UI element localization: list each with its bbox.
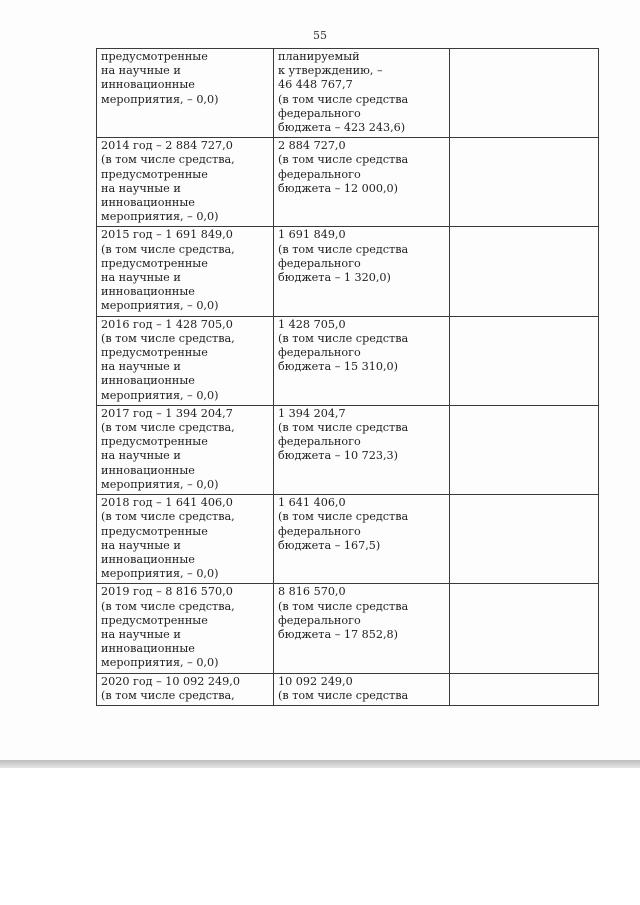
cell-text-line: инновационные bbox=[101, 285, 195, 299]
cell-text-line: федерального bbox=[278, 613, 361, 627]
cell-text-line: 2019 год – 8 816 570,0 bbox=[101, 585, 233, 599]
cell-text-line: мероприятия, – 0,0) bbox=[101, 299, 219, 313]
cell-text-line: (в том числе средства, bbox=[101, 421, 235, 435]
approved-amount-cell bbox=[274, 405, 450, 494]
cell-text-line: (в том числе средства bbox=[278, 242, 409, 256]
cell-text-line: (в том числе средства, bbox=[101, 599, 235, 613]
cell-text-line: 2017 год – 1 394 204,7 bbox=[101, 406, 233, 420]
cell-text-line: 8 816 570,0 bbox=[278, 585, 346, 599]
cell-text-line: бюджета – 1 320,0) bbox=[278, 271, 391, 285]
cell-text-line: федерального bbox=[278, 346, 361, 360]
cell-text-line: (в том числе средства bbox=[278, 688, 409, 702]
cell-text-line: на научные и bbox=[101, 538, 181, 552]
cell-text-line: предусмотренные bbox=[101, 524, 208, 538]
cell-text-line: инновационные bbox=[101, 463, 195, 477]
cell-text-line: 2016 год – 1 428 705,0 bbox=[101, 317, 233, 331]
cell-text-line: федерального bbox=[278, 106, 361, 120]
cell-text-line: 10 092 249,0 bbox=[278, 674, 353, 688]
period-amount-cell bbox=[97, 227, 274, 316]
cell-text-line: (в том числе средства bbox=[278, 153, 409, 167]
cell-text-line: на научные и bbox=[101, 271, 181, 285]
cell-text-line: 1 691 849,0 bbox=[278, 228, 346, 242]
scan-edge-shadow bbox=[0, 760, 640, 768]
cell-text-line: 2015 год – 1 691 849,0 bbox=[101, 228, 233, 242]
cell-text-line: предусмотренные bbox=[101, 50, 208, 63]
approved-amount-cell bbox=[274, 49, 450, 138]
cell-text-line: 2014 год – 2 884 727,0 bbox=[101, 139, 233, 153]
period-amount-cell bbox=[97, 584, 274, 673]
cell-text-line: (в том числе средства bbox=[278, 92, 409, 106]
cell-text-line: бюджета – 423 243,6) bbox=[278, 121, 406, 135]
table-row bbox=[97, 316, 599, 405]
cell-text-line: на научные и bbox=[101, 627, 181, 641]
cell-text-line: на научные и bbox=[101, 64, 181, 78]
table-row bbox=[97, 138, 599, 227]
period-amount-cell bbox=[97, 49, 274, 138]
cell-text-line: бюджета – 17 852,8) bbox=[278, 627, 399, 641]
cell-text-line: инновационные bbox=[101, 642, 195, 656]
cell-text-line: (в том числе средства, bbox=[101, 688, 235, 702]
cell-text-line: мероприятия, – 0,0) bbox=[101, 567, 219, 581]
cell-text-line: бюджета – 167,5) bbox=[278, 538, 381, 552]
cell-text-line: предусмотренные bbox=[101, 346, 208, 360]
cell-text-line: на научные и bbox=[101, 449, 181, 463]
cell-text-line: (в том числе средства bbox=[278, 331, 409, 345]
cell-text-line: мероприятия, – 0,0) bbox=[101, 388, 219, 402]
cell-text-line: предусмотренные bbox=[101, 167, 208, 181]
approved-amount-cell bbox=[274, 316, 450, 405]
cell-text-line: федерального bbox=[278, 524, 361, 538]
cell-text-line: к утверждению, – bbox=[278, 64, 383, 78]
cell-text-line: (в том числе средства, bbox=[101, 510, 235, 524]
cell-text-line: предусмотренные bbox=[101, 435, 208, 449]
table-row bbox=[97, 495, 599, 584]
note-cell bbox=[450, 49, 599, 138]
cell-text-line: (в том числе средства, bbox=[101, 331, 235, 345]
cell-text-line: бюджета – 10 723,3) bbox=[278, 449, 399, 463]
approved-amount-cell bbox=[274, 584, 450, 673]
period-amount-cell bbox=[97, 495, 274, 584]
cell-text-line: инновационные bbox=[101, 552, 195, 566]
cell-text-line: на научные и bbox=[101, 360, 181, 374]
cell-text-line: 46 448 767,7 bbox=[278, 78, 353, 92]
cell-text-line: (в том числе средства bbox=[278, 510, 409, 524]
note-cell bbox=[450, 138, 599, 227]
table-row bbox=[97, 405, 599, 494]
cell-text-line: на научные и bbox=[101, 181, 181, 195]
note-cell bbox=[450, 316, 599, 405]
cell-text-line: мероприятия, – 0,0) bbox=[101, 92, 219, 106]
cell-text-line: (в том числе средства bbox=[278, 599, 409, 613]
approved-amount-cell bbox=[274, 227, 450, 316]
cell-text-line: мероприятия, – 0,0) bbox=[101, 477, 219, 491]
note-cell bbox=[450, 495, 599, 584]
note-cell bbox=[450, 405, 599, 494]
period-amount-cell bbox=[97, 673, 274, 705]
cell-text-line: федерального bbox=[278, 256, 361, 270]
cell-text-line: 2 884 727,0 bbox=[278, 139, 346, 153]
approved-amount-cell bbox=[274, 673, 450, 705]
note-cell bbox=[450, 584, 599, 673]
page-number: 55 bbox=[313, 29, 327, 42]
cell-text-line: предусмотренные bbox=[101, 256, 208, 270]
note-cell bbox=[450, 673, 599, 705]
cell-text-line: планируемый bbox=[278, 50, 360, 63]
cell-text-line: мероприятия, – 0,0) bbox=[101, 210, 219, 224]
approved-amount-cell bbox=[274, 495, 450, 584]
period-amount-cell bbox=[97, 316, 274, 405]
cell-text-line: бюджета – 12 000,0) bbox=[278, 181, 399, 195]
budget-table bbox=[96, 48, 599, 706]
note-cell bbox=[450, 227, 599, 316]
cell-text-line: 2018 год – 1 641 406,0 bbox=[101, 496, 233, 510]
table-row bbox=[97, 227, 599, 316]
approved-amount-cell bbox=[274, 138, 450, 227]
cell-text-line: 1 394 204,7 bbox=[278, 406, 346, 420]
cell-text-line: (в том числе средства, bbox=[101, 242, 235, 256]
cell-text-line: 2020 год – 10 092 249,0 bbox=[101, 674, 240, 688]
cell-text-line: 1 428 705,0 bbox=[278, 317, 346, 331]
cell-text-line: инновационные bbox=[101, 374, 195, 388]
period-amount-cell bbox=[97, 405, 274, 494]
table-row bbox=[97, 584, 599, 673]
table-row bbox=[97, 673, 599, 705]
table-row bbox=[97, 49, 599, 138]
period-amount-cell bbox=[97, 138, 274, 227]
cell-text-line: предусмотренные bbox=[101, 613, 208, 627]
cell-text-line: федерального bbox=[278, 435, 361, 449]
cell-text-line: 1 641 406,0 bbox=[278, 496, 346, 510]
cell-text-line: (в том числе средства, bbox=[101, 153, 235, 167]
cell-text-line: бюджета – 15 310,0) bbox=[278, 360, 399, 374]
cell-text-line: федерального bbox=[278, 167, 361, 181]
cell-text-line: инновационные bbox=[101, 78, 195, 92]
cell-text-line: инновационные bbox=[101, 196, 195, 210]
cell-text-line: мероприятия, – 0,0) bbox=[101, 656, 219, 670]
cell-text-line: (в том числе средства bbox=[278, 421, 409, 435]
budget-table-body bbox=[97, 49, 599, 706]
